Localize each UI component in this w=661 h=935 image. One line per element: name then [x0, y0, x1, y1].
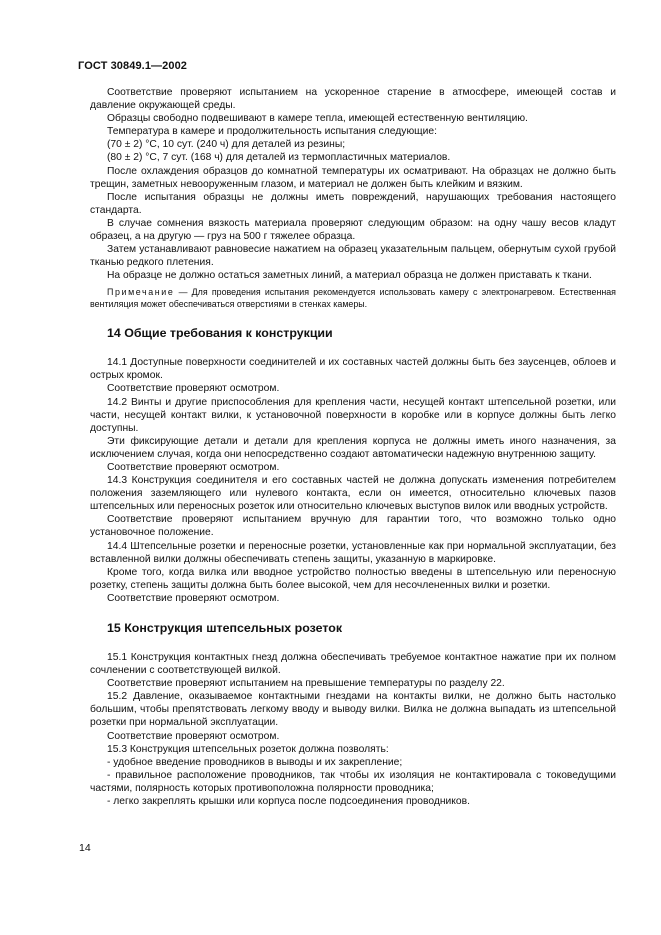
page-number: 14: [79, 842, 91, 854]
page-content: [90, 86, 616, 808]
note-label: Примечание: [107, 287, 175, 298]
paragraph: 14.1 Доступные поверхности соединителей и их составных частей должны быть без заусенцев, облоев и острых кромок.: [90, 357, 616, 382]
paragraph: Соответствие проверяют испытанием на превышение температуры по разделу 22.: [107, 678, 505, 690]
paragraph: Кроме того, когда вилка или вводное устройство полностью введены в штепсельную или переносную розетку, степень защиты должна быть более высокой, чем для несочлененных вилки и розетки.: [90, 566, 616, 591]
paragraph: (80 ± 2) °С, 7 сут. (168 ч) для деталей из термопластичных материалов.: [107, 152, 451, 164]
paragraph: Соответствие проверяют осмотром.: [107, 730, 280, 742]
paragraph: После охлаждения образцов до комнатной температуры их осматривают. На образцах не должно быть трещин, заметных невооруженным глазом, и материал не должен быть клейким и вязким.: [90, 165, 616, 190]
paragraph: Образцы свободно подвешивают в камере тепла, имеющей естественную вентиляцию.: [107, 113, 528, 125]
paragraph: 15.2 Давление, оказываемое контактными гнездами на контакты вилки, не должно быть настолько большим, чтобы препятствовать легкому вводу и выводу вилки. Вилка не должна выпадать из штепсельной розетки при нормальной эксплуатации.: [90, 691, 616, 729]
paragraph: 15.3 Конструкция штепсельных розеток должна позволять:: [107, 743, 389, 755]
paragraph: Соответствие проверяют испытанием на ускоренное старение в атмосфере, имеющей состав и давление окружающей среды.: [90, 87, 616, 112]
section-14: [90, 326, 616, 605]
paragraph: Эти фиксирующие детали и детали для крепления корпуса не должны иметь иного назначения, за исключением случая, когда они непосредственно создают автоматически надежную внутреннюю защиту.: [90, 435, 616, 460]
note: [90, 287, 616, 310]
paragraph: Соответствие проверяют осмотром.: [107, 461, 280, 473]
paragraph: Температура в камере и продолжительность испытания следующие:: [107, 126, 437, 138]
section-heading: 14 Общие требования к конструкции: [107, 326, 333, 341]
section-15: [90, 621, 616, 808]
paragraph: (70 ± 2) °С, 10 сут. (240 ч) для деталей из резины;: [107, 139, 346, 151]
note-text: — Для проведения испытания рекомендуется использовать камеру с электронагревом. Естественная вентиляция может обеспечиваться отверстиями в стенках камеры.: [90, 287, 616, 309]
section-heading: 15 Конструкция штепсельных розеток: [107, 621, 343, 635]
paragraph: Соответствие проверяют осмотром.: [107, 383, 280, 395]
list-item: - удобное введение проводников в выводы и их закрепление;: [107, 756, 403, 768]
list-item: - правильное расположение проводников, так чтобы их изоляция не контактировала с токоведущими частями, полярность которых противоположна полярности проводника;: [90, 769, 616, 794]
list-item: - легко закреплять крышки или корпуса после подсоединения проводников.: [107, 796, 470, 808]
intro-section: [90, 86, 616, 310]
paragraph: 14.3 Конструкция соединителя и его составных частей не должна допускать изменения потребителем положения заземляющего или нулевого контакта, если он имеется, относительно ключевых пазов штепсельных или переносных розеток или относительно ключевых выступов вилок или вводных устройств.: [90, 475, 616, 513]
paragraph: 14.2 Винты и другие приспособления для крепления части, несущей контакт штепсельной розетки, или части, несущей контакт вилки, к установочной поверхности в коробке или в корпусе должны быть легко доступны.: [90, 396, 616, 434]
paragraph: Соответствие проверяют испытанием вручную для гарантии того, что возможно только одно установочное положение.: [90, 514, 616, 539]
paragraph: Затем устанавливают равновесие нажатием на образец указательным пальцем, обернутым сухой грубой тканью редкого плетения.: [90, 244, 616, 269]
standard-header: ГОСТ 30849.1—2002: [78, 60, 188, 72]
paragraph: 14.4 Штепсельные розетки и переносные розетки, установленные как при нормальной эксплуатации, без вставленной вилки должны обеспечивать степень защиты, указанную в маркировке.: [90, 540, 616, 565]
paragraph: Соответствие проверяют осмотром.: [107, 592, 280, 604]
paragraph: На образце не должно остаться заметных линий, а материал образца не должен приставать к ткани.: [107, 270, 592, 282]
paragraph: 15.1 Конструкция контактных гнезд должна обеспечивать требуемое контактное нажатие при их полном сочленении с соответствующей вилкой.: [90, 652, 616, 677]
paragraph: В случае сомнения вязкость материала проверяют следующим образом: на одну чашу весов кладут образец, а на другую — груз на 500 г тяжелее образца.: [90, 217, 616, 243]
paragraph: После испытания образцы не должны иметь повреждений, нарушающих требования настоящего стандарта.: [90, 191, 616, 216]
